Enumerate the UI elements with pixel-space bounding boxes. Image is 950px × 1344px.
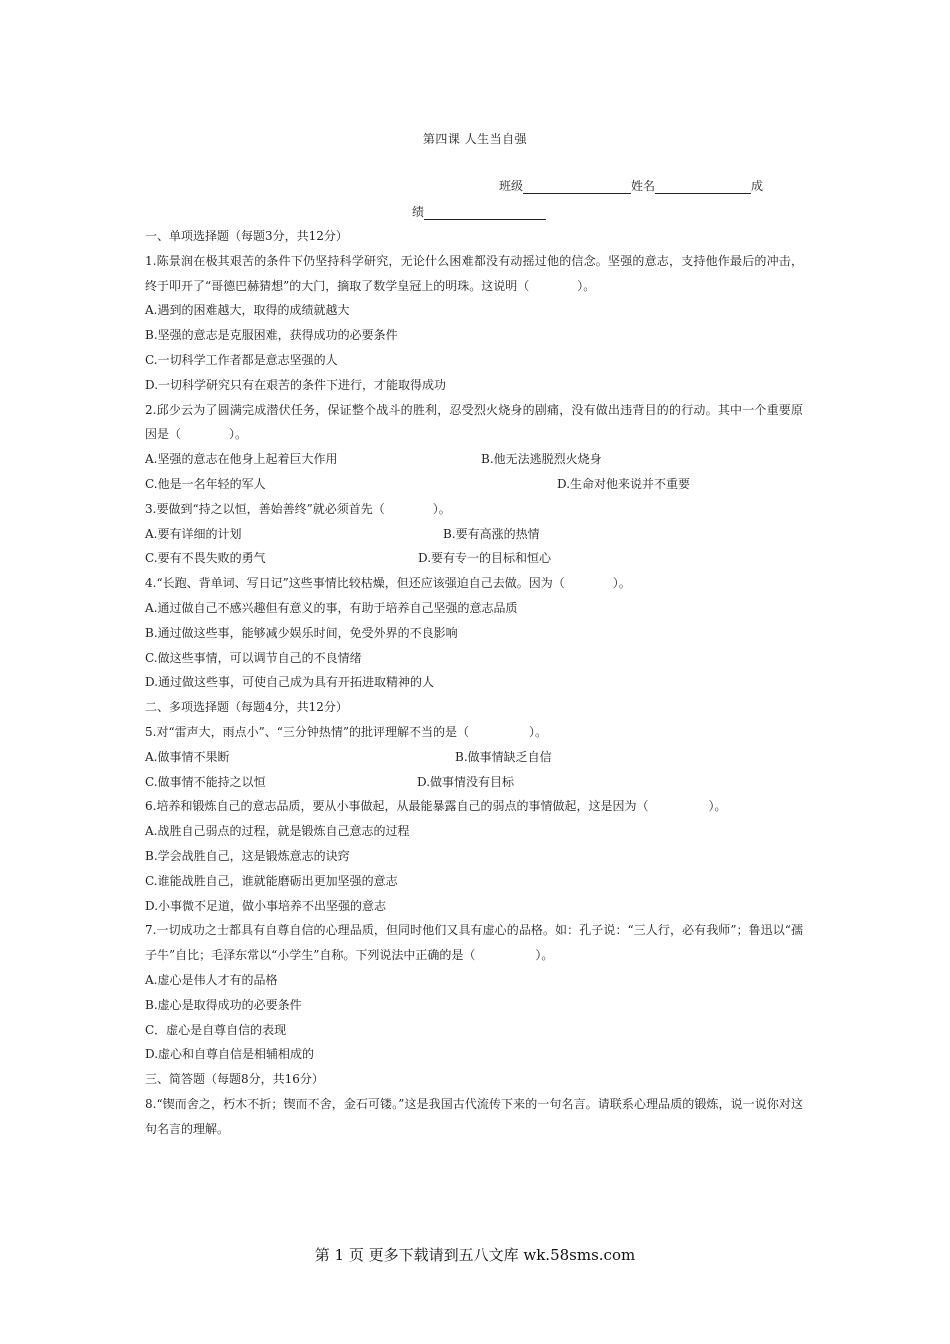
question-stem: 7.一切成功之士都具有自尊自信的心理品质，但同时他们又具有虚心的品格。如：孔子说：“三人行，必有我师”；鲁迅以“孺子牛”自比；毛泽东常以“小学生”自称。下列说法中正确的是（ ）。 (145, 923, 803, 963)
question-stem: 8.“锲而舍之，朽木不折；锲而不舍，金石可镂。”这是我国古代流传下来的一句名言。请联系心理品质的锻炼，说一说你对这句名言的理解。 (145, 1096, 803, 1136)
option-c: C.谁能战胜自己，谁就能磨砺出更加坚强的意志 (145, 873, 398, 888)
question-stem: 4.“长跑、背单词、写日记”这些事情比较枯燥，但还应该强迫自己去做。因为（ ）。 (145, 576, 631, 591)
option-row (145, 472, 803, 497)
name-blank[interactable] (655, 181, 751, 194)
page-title: 第四课 人生当自强 (422, 132, 528, 146)
option-a: A.虚心是伟人才有的品格 (145, 972, 278, 987)
option-a: A.做事情不果断 (145, 749, 230, 764)
score-label-part2: 绩 (412, 205, 425, 219)
question-content (145, 224, 803, 1141)
student-info-line (499, 177, 763, 194)
option-a: A.通过做自己不感兴趣但有意义的事，有助于培养自己坚强的意志品质 (145, 600, 518, 615)
score-blank[interactable] (424, 207, 546, 220)
option-b: B.学会战胜自己，这是锻炼意志的诀窍 (145, 848, 350, 863)
class-blank[interactable] (523, 181, 631, 194)
name-label: 姓名 (631, 179, 656, 193)
option-c: C．虚心是自尊自信的表现 (145, 1022, 287, 1037)
option-d: D.一切科学研究只有在艰苦的条件下进行，才能取得成功 (145, 377, 447, 392)
class-label: 班级 (499, 179, 524, 193)
option-a: A.要有详细的计划 (145, 526, 242, 541)
option-b: B.虚心是取得成功的必要条件 (145, 997, 302, 1012)
option-b: B.做事情缺乏自信 (455, 749, 552, 764)
score-label-part1: 成 (751, 179, 764, 193)
option-b: B.通过做这些事，能够减少娱乐时间，免受外界的不良影响 (145, 625, 458, 640)
option-c: C.一切科学工作者都是意志坚强的人 (145, 352, 338, 367)
option-d: D.生命对他来说并不重要 (557, 476, 691, 491)
section-heading: 三、简答题（每题8分，共16分） (145, 1072, 324, 1087)
question-stem: 6.培养和锻炼自己的意志品质，要从小事做起，从最能暴露自己的弱点的事情做起，这是因为（ ）。 (145, 799, 727, 814)
option-b: B.坚强的意志是克服困难，获得成功的必要条件 (145, 328, 398, 343)
page-footer: 第 1 页 更多下载请到五八文库 wk.58sms.com (314, 1246, 636, 1264)
option-c: C.要有不畏失败的勇气 (145, 551, 266, 566)
option-d: D.要有专一的目标和恒心 (418, 551, 552, 566)
section-heading: 一、单项选择题（每题3分，共12分） (145, 229, 348, 243)
option-row (145, 546, 803, 571)
option-row (145, 447, 803, 472)
option-c: C.做事情不能持之以恒 (145, 774, 266, 789)
section-heading: 二、多项选择题（每题4分，共12分） (145, 700, 348, 715)
score-info-line (412, 203, 546, 220)
question-stem: 5.对“雷声大，雨点小”、“三分钟热情”的批评理解不当的是（ ）。 (145, 724, 547, 739)
option-c: C.做这些事情，可以调节自己的不良情绪 (145, 650, 362, 665)
option-row (145, 522, 803, 547)
option-d: D.通过做这些事，可使自己成为具有开拓进取精神的人 (145, 675, 435, 690)
option-d: D.虚心和自尊自信是相辅相成的 (145, 1047, 315, 1062)
option-a: A.战胜自己弱点的过程，就是锻炼自己意志的过程 (145, 824, 410, 839)
option-c: C.他是一名年轻的军人 (145, 476, 266, 491)
option-row (145, 745, 803, 770)
option-b: B.他无法逃脱烈火烧身 (481, 452, 602, 467)
question-stem: 1.陈景润在极其艰苦的条件下仍坚持科学研究，无论什么困难都没有动摇过他的信念。坚强的意志，支持他作最后的冲击，终于叩开了“哥德巴赫猜想”的大门，摘取了数学皇冠上的明珠。这说明（ ）。 (145, 253, 803, 293)
question-stem: 3.要做到“持之以恒，善始善终”就必须首先（ ）。 (145, 501, 451, 516)
question-stem: 2.邱少云为了圆满完成潜伏任务，保证整个战斗的胜利，忍受烈火烧身的剧痛，没有做出违背目的的行动。其中一个重要原因是（ ）。 (145, 402, 803, 442)
option-d: D.做事情没有目标 (417, 774, 515, 789)
option-b: B.要有高涨的热情 (443, 526, 540, 541)
option-a: A.遇到的困难越大，取得的成绩就越大 (145, 303, 350, 318)
option-row (145, 770, 803, 795)
option-a: A.坚强的意志在他身上起着巨大作用 (145, 452, 338, 467)
option-d: D.小事微不足道，做小事培养不出坚强的意志 (145, 898, 387, 913)
